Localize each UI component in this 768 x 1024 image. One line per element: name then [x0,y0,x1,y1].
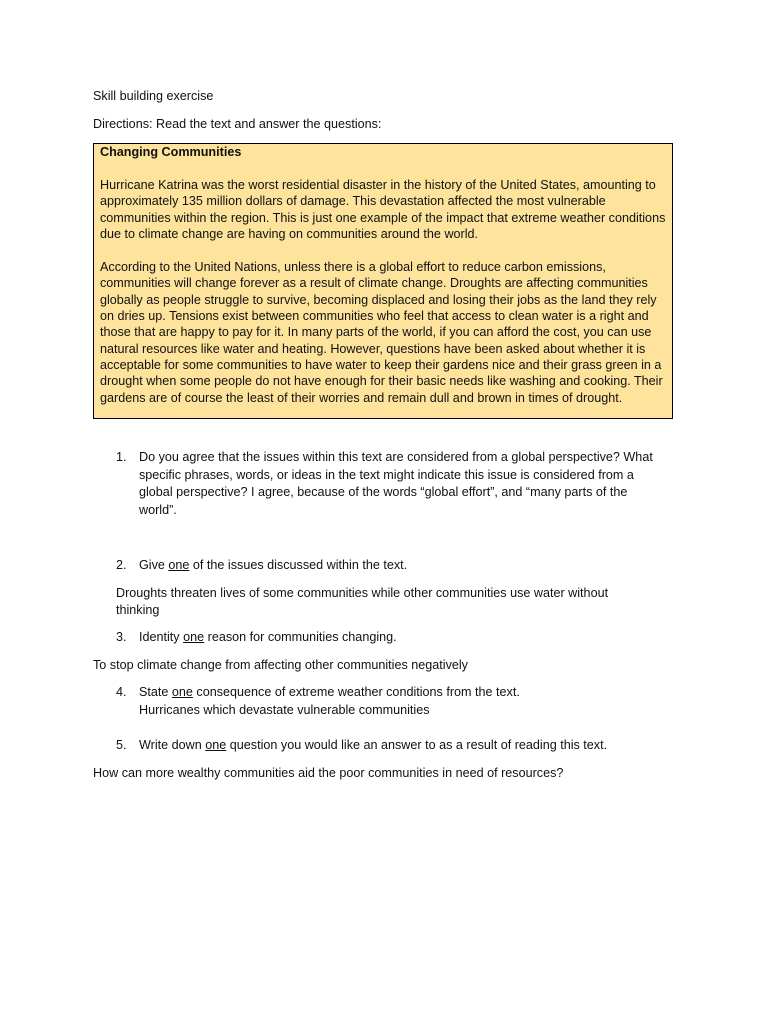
passage-box [93,143,673,419]
question-number: 5. [116,738,127,752]
page-title: Skill building exercise [93,89,214,103]
passage-paragraph: According to the United Nations, unless there is a global effort to reduce carbon emissions, communities will change forever as a result of climate change. Droughts are affecting communities globally as people struggle to survive, becoming displaced and losing their jobs as the land they rely on dries up. Tensions exist between communities who feel that access to clean water is a right and those that are happy to pay for it. In many parts of the world, if you can afford the cost, you can use natural resources like water and heating. However, questions have been asked about whether it is acceptable for some communities to have water to keep their gardens nice and their grass green in a drought when some people do not have enough for their basic needs like washing and cooking. Their gardens are of course the least of their worries and remain dull and brown in times of drought. [100,260,663,405]
answer-line: thinking [116,603,160,617]
answer-3: To stop climate change from affecting other communities negatively [93,658,468,672]
question-text [139,684,520,702]
question-2 [116,557,676,575]
underlined-word: one [168,558,190,572]
question-number: 3. [116,630,127,644]
question-line: Do you agree that the issues within this text are considered from a global perspective? What [139,450,653,464]
question-text [139,629,397,647]
question-number: 2. [116,558,127,572]
underlined-word: one [183,630,205,644]
question-line: specific phrases, words, or ideas in the text might indicate this issue is considered from a [139,467,634,482]
directions-text: Directions: Read the text and answer the questions: [93,117,382,131]
question-text-part: Identity [139,630,184,644]
question-text-part: reason for communities changing. [204,630,397,644]
question-line: world”. [139,502,177,517]
question-3 [116,629,676,647]
question-text-part: consequence of extreme weather conditions from the text. [192,685,520,699]
answer-2 [116,585,608,619]
question-number: 1. [116,450,127,464]
answer-4: Hurricanes which devastate vulnerable communities [139,703,430,717]
question-text-part: State [139,685,172,699]
underlined-word: one [171,685,193,699]
answer-line: Droughts threaten lives of some communities while other communities use water without [116,586,609,600]
question-5 [116,737,676,755]
answer-5: How can more wealthy communities aid the poor communities in need of resources? [93,766,564,780]
passage-title: Changing Communities [100,145,242,159]
question-4 [116,684,676,702]
question-text [139,737,607,755]
question-text-part: Give [139,558,169,572]
passage-paragraph: Hurricane Katrina was the worst residential disaster in the history of the United States, amounting to approximately 135 million dollars of damage. This devastation affected the most vulnerable communities within the region. This is just one example of the impact that extreme weather conditions due to climate change are having on communities around the world. [100,178,666,241]
question-number: 4. [116,685,127,699]
question-text [139,557,407,575]
question-text-part: of the issues discussed within the text. [189,558,408,572]
question-text-part: Write down [139,738,206,752]
underlined-word: one [205,738,227,752]
question-1 [116,449,676,521]
question-text [139,449,679,519]
question-text-part: question you would like an answer to as a result of reading this text. [226,738,608,752]
question-line: global perspective? I agree, because of the words “global effort”, and “many parts of the [139,485,628,499]
